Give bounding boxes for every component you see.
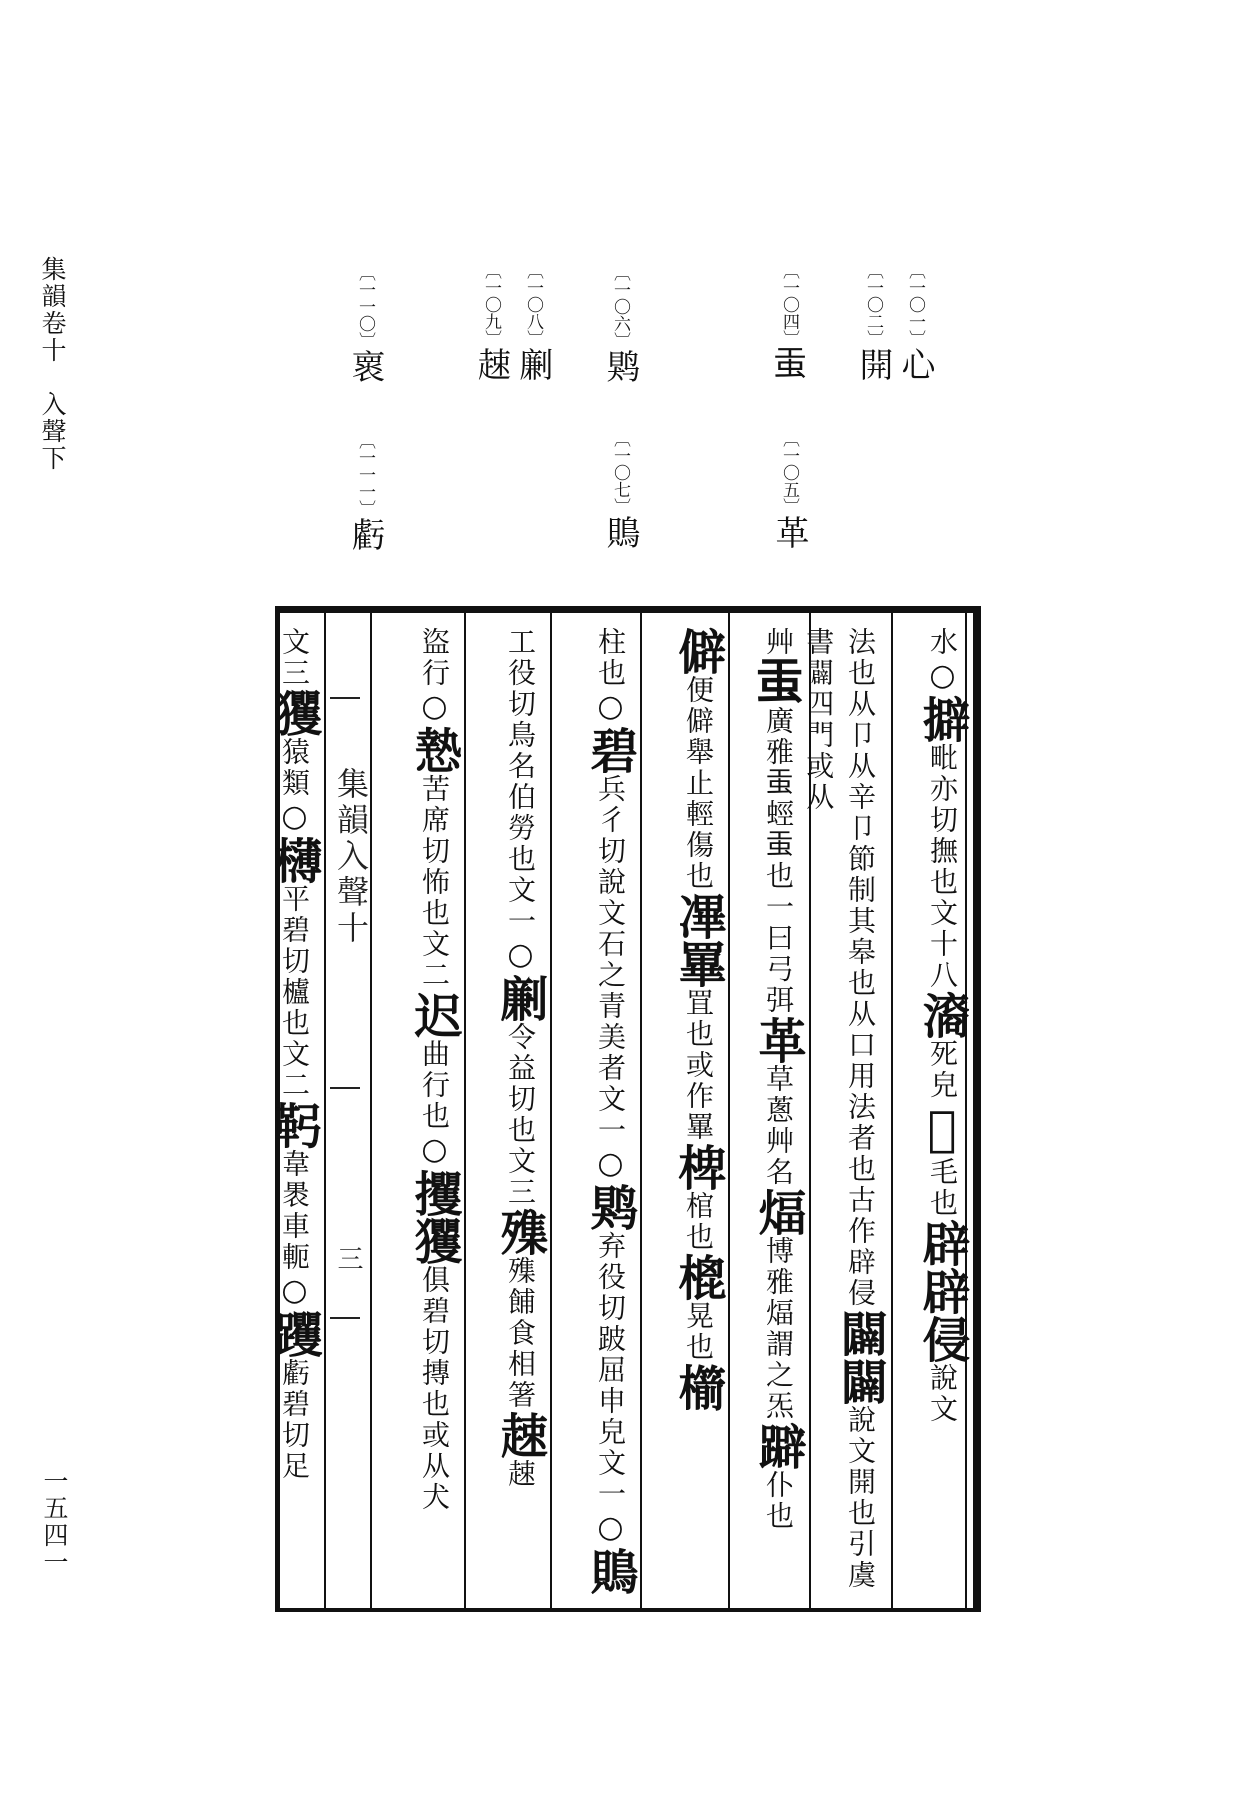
note-mark: 〔一〇八〕 (523, 262, 543, 347)
circle-marker: ○ (925, 658, 960, 695)
gloss-text: 猿類 (278, 737, 311, 799)
gloss-text: 韋褁車軛 (278, 1149, 311, 1273)
gloss-text: 草蔥艸名 (762, 1064, 795, 1188)
headword: 攫玃 (406, 1169, 462, 1265)
headword: 煏 (750, 1188, 806, 1236)
headword: 劆 (492, 974, 548, 1022)
headword: 𦍰 (914, 1101, 970, 1157)
gloss-text: 曲行也 (418, 1039, 451, 1132)
collation-note (345, 432, 385, 552)
text-block-frame (266, 606, 981, 1612)
gloss-text: 㱷餔食相箸 (504, 1256, 537, 1411)
headword: 䩑 (266, 1101, 322, 1149)
gloss-text: 兵彳切說文石之青美者文一 (594, 774, 627, 1146)
gloss-text: 平碧切櫨也文二 (278, 884, 311, 1101)
headword: 僻 (670, 627, 726, 675)
gloss-text: 說文開也引虞書闢四門或从 (802, 627, 877, 1591)
note-mark: 〔一〇七〕 (610, 430, 630, 515)
note-text: 劆 (513, 347, 553, 382)
gloss-text: 死皃 (926, 1039, 959, 1101)
headword: 櫤 (670, 1363, 726, 1411)
headword: 鵙 (582, 1547, 638, 1595)
note-text: 鵙 (600, 515, 640, 550)
gloss-text: 毛也 (926, 1157, 959, 1219)
gloss-text: 文三 (278, 627, 311, 689)
headword: 玃 (266, 689, 322, 737)
headword: 躩 (266, 1310, 322, 1358)
circle-marker: ○ (417, 1132, 452, 1169)
note-text: 虧 (345, 517, 385, 552)
column-rule (550, 613, 552, 1608)
headword: 闢闢 (832, 1309, 888, 1405)
gloss-text: 虧碧切足 (278, 1358, 311, 1482)
note-mark: 〔一一〇〕 (355, 264, 375, 349)
collation-note (471, 262, 511, 382)
note-text: 𧈫 (769, 347, 809, 382)
text-column-5 (558, 627, 636, 1607)
strip-tick (330, 697, 360, 699)
block-center-strip (326, 617, 370, 1607)
gloss-text: 令益切也文三 (504, 1022, 537, 1208)
gloss-text: 俱碧切摶也或从犬 (418, 1265, 451, 1513)
headword: 㓖罼 (670, 892, 726, 988)
circle-marker: ○ (417, 689, 452, 726)
note-mark: 〔一〇六〕 (610, 264, 630, 349)
column-rule (728, 613, 730, 1608)
circle-marker: ○ (277, 1273, 312, 1310)
text-column-6 (472, 627, 546, 1607)
gloss-text: 晃也 (682, 1301, 715, 1363)
collation-note (600, 264, 640, 384)
column-rule (640, 613, 642, 1608)
note-text: 䴗 (600, 349, 640, 384)
gloss-text: 毗亦切撫也文十八 (926, 743, 959, 991)
text-column-1 (900, 627, 968, 1607)
note-text: 褱 (345, 349, 385, 384)
note-mark: 〔一一一〕 (355, 432, 375, 517)
gloss-text: 苦席切怖也文二 (418, 774, 451, 991)
headword: 䴗 (582, 1183, 638, 1231)
column-rule (891, 613, 893, 1608)
headword: 碧 (582, 726, 638, 774)
note-mark: 〔一〇九〕 (481, 262, 501, 347)
note-mark: 〔一〇四〕 (779, 262, 799, 347)
headword: 躃 (750, 1422, 806, 1470)
note-mark: 〔一〇五〕 (779, 430, 799, 515)
gloss-text: 博雅煏謂之炁 (762, 1236, 795, 1422)
collation-note (769, 430, 809, 550)
gloss-text: 工役切鳥名伯勞也文一 (504, 627, 537, 937)
gloss-text: 仆也 (762, 1470, 795, 1532)
headword: 㱷 (492, 1208, 548, 1256)
note-text: 革 (769, 515, 809, 550)
gloss-text: 艸 (762, 627, 795, 658)
gloss-text: 趚 (504, 1459, 537, 1490)
collation-note (769, 262, 809, 382)
page-number: 一五四一 (40, 1468, 69, 1576)
headword: 趚 (492, 1411, 548, 1459)
gloss-text: 罝也或作罼 (682, 988, 715, 1143)
collation-note (895, 262, 935, 382)
block-center-leaf: 三 (333, 1245, 363, 1271)
headword: 慹 (406, 726, 462, 774)
gloss-text: 棺也 (682, 1191, 715, 1253)
text-column-2 (802, 627, 888, 1607)
note-text: 開 (853, 347, 893, 382)
headword: 欂 (266, 836, 322, 884)
gloss-text: 水 (926, 627, 959, 658)
gloss-text: 廣雅𧈫蛵𧈫也一曰弓弭 (762, 706, 795, 1016)
headword: 辟辟侵 (914, 1219, 970, 1363)
headword: 革 (750, 1016, 806, 1064)
running-title: 集韻卷十 入聲下 (38, 256, 67, 472)
note-mark: 〔一〇一〕 (905, 262, 925, 347)
collation-note (513, 262, 553, 382)
text-column-8 (266, 627, 322, 1607)
text-column-4 (648, 627, 724, 1607)
column-rule (370, 613, 372, 1608)
collation-note (853, 262, 893, 382)
gloss-text: 柱也 (594, 627, 627, 689)
note-text: 趚 (471, 347, 511, 382)
headword: 㵝 (914, 991, 970, 1039)
collation-note (345, 264, 385, 384)
gloss-text: 法也从卩从辛卩節制其皋也从口用法者也古作辟侵 (844, 627, 877, 1309)
headword: 擗 (914, 695, 970, 743)
headword: 迟 (406, 991, 462, 1039)
text-column-3 (736, 627, 804, 1607)
collation-note (600, 430, 640, 550)
headword: 㮰 (670, 1253, 726, 1301)
headword: 椑 (670, 1143, 726, 1191)
circle-marker: ○ (277, 799, 312, 836)
column-rule (464, 613, 466, 1608)
text-column-7 (378, 627, 460, 1607)
circle-marker: ○ (593, 1146, 628, 1183)
circle-marker: ○ (503, 937, 538, 974)
gloss-text: 便僻舉止輕傷也 (682, 675, 715, 892)
note-mark: 〔一〇二〕 (863, 262, 883, 347)
strip-tick (330, 1087, 360, 1089)
gloss-text: 說文 (926, 1363, 959, 1425)
strip-tick (330, 1317, 360, 1319)
headword: 𧈫 (750, 658, 806, 706)
gloss-text: 盜行 (418, 627, 451, 689)
block-center-title: 集韻入聲十 (332, 767, 370, 947)
circle-marker: ○ (593, 689, 628, 726)
note-text: 心 (895, 347, 935, 382)
gloss-text: 弃役切跛屈申皃文一 (594, 1231, 627, 1510)
circle-marker: ○ (593, 1510, 628, 1547)
